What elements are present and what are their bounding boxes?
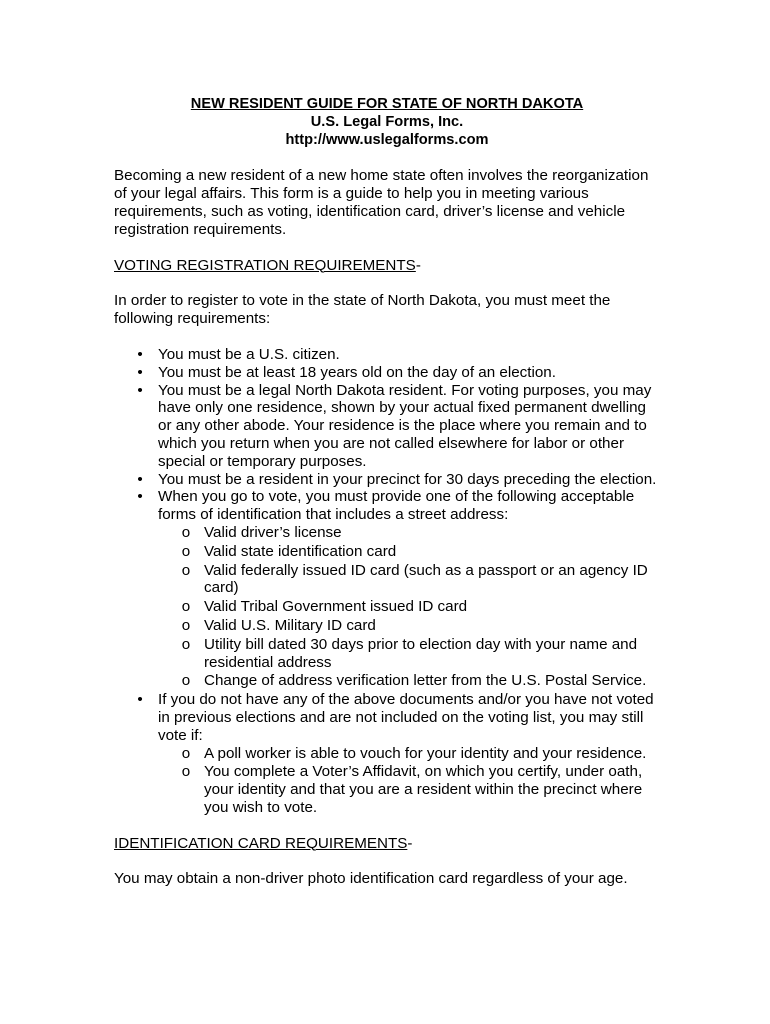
voting-heading: [114, 257, 660, 275]
sub-list-item: [158, 745, 660, 763]
sub-list-item-text: Change of address verification letter from the U.S. Postal Service.: [204, 672, 647, 690]
bullet-icon: •: [137, 345, 143, 363]
voting-lead: In order to register to vote in the state of North Dakota, you must meet the following requirements:: [114, 292, 611, 328]
sub-bullet-icon: o: [181, 672, 191, 690]
sub-bullet-icon: o: [181, 523, 191, 541]
sub-list-item-text: Valid U.S. Military ID card: [204, 616, 376, 634]
list-item-text: When you go to vote, you must provide one of the following acceptable forms of identification that includes a street address:: [158, 488, 635, 524]
sub-list-item-text: Valid federally issued ID card (such as a passport or an agency ID card): [204, 561, 648, 597]
sub-list-item-text: Valid Tribal Government issued ID card: [204, 598, 468, 616]
list-item: [114, 364, 660, 382]
list-item: [114, 471, 660, 489]
list-item: [114, 488, 660, 690]
company-url: http://www.uslegalforms.com: [285, 131, 489, 148]
voting-heading-suffix: -: [415, 256, 421, 274]
sub-list-item-text: Utility bill dated 30 days prior to election day with your name and residential address: [204, 635, 638, 671]
list-item-text: You must be at least 18 years old on the day of an election.: [158, 363, 556, 381]
alternative-vote-list: [158, 745, 660, 817]
sub-list-item: [158, 636, 660, 672]
sub-bullet-icon: o: [181, 616, 191, 634]
sub-list-item-text: Valid state identification card: [204, 542, 397, 560]
id-card-paragraph: You may obtain a non-driver photo identification card regardless of your age.: [114, 870, 628, 888]
document-header: [114, 96, 660, 149]
voting-requirements-list: [114, 346, 660, 817]
sub-list-item: [158, 543, 660, 561]
sub-bullet-icon: o: [181, 542, 191, 560]
sub-list-item: [158, 598, 660, 616]
bullet-icon: •: [137, 363, 143, 381]
sub-list-item-text: Valid driver’s license: [204, 523, 342, 541]
list-item-text: You must be a U.S. citizen.: [158, 345, 340, 363]
list-item-text: You must be a legal North Dakota resident. For voting purposes, you may have only one residence, shown by your actual fixed permanent dwelling or any other abode. Your residence is the place where you remain and to which you return when you are not called elsewhere for labor or other special or temporary purposes.: [158, 381, 652, 470]
sub-bullet-icon: o: [181, 744, 191, 762]
id-card-heading-text: IDENTIFICATION CARD REQUIREMENTS: [114, 834, 408, 852]
bullet-icon: •: [137, 691, 143, 709]
document-page: [114, 96, 660, 888]
sub-bullet-icon: o: [181, 561, 191, 579]
list-item-text: You must be a resident in your precinct for 30 days preceding the election.: [158, 470, 657, 488]
id-forms-list: [158, 524, 660, 690]
voting-heading-text: VOTING REGISTRATION REQUIREMENTS: [114, 256, 416, 274]
sub-list-item: [158, 524, 660, 542]
sub-list-item: [158, 562, 660, 598]
list-item: [114, 691, 660, 817]
sub-bullet-icon: o: [181, 635, 191, 653]
sub-list-item: [158, 617, 660, 635]
sub-bullet-icon: o: [181, 598, 191, 616]
bullet-icon: •: [137, 470, 143, 488]
list-item: [114, 382, 660, 471]
list-item-text: If you do not have any of the above documents and/or you have not voted in previous elections and are not included on the voting list, you may still vote if:: [158, 691, 654, 744]
id-card-heading-suffix: -: [407, 834, 413, 852]
id-card-heading: [114, 835, 660, 853]
sub-bullet-icon: o: [181, 763, 191, 781]
intro-paragraph: Becoming a new resident of a new home state often involves the reorganization of your legal affairs. This form is a guide to help you in meeting various requirements, such as voting, identification card, driver’s license and vehicle registration requirements.: [114, 167, 649, 238]
sub-list-item-text: You complete a Voter’s Affidavit, on which you certify, under oath, your identity and that you are a resident within the precinct where you wish to vote.: [204, 763, 643, 816]
sub-list-item: [158, 672, 660, 690]
company-name: U.S. Legal Forms, Inc.: [310, 113, 464, 130]
list-item: [114, 346, 660, 364]
sub-list-item-text: A poll worker is able to vouch for your identity and your residence.: [204, 744, 647, 762]
sub-list-item: [158, 763, 660, 816]
bullet-icon: •: [137, 381, 143, 399]
bullet-icon: •: [137, 488, 143, 506]
document-title: NEW RESIDENT GUIDE FOR STATE OF NORTH DAKOTA: [190, 96, 584, 112]
